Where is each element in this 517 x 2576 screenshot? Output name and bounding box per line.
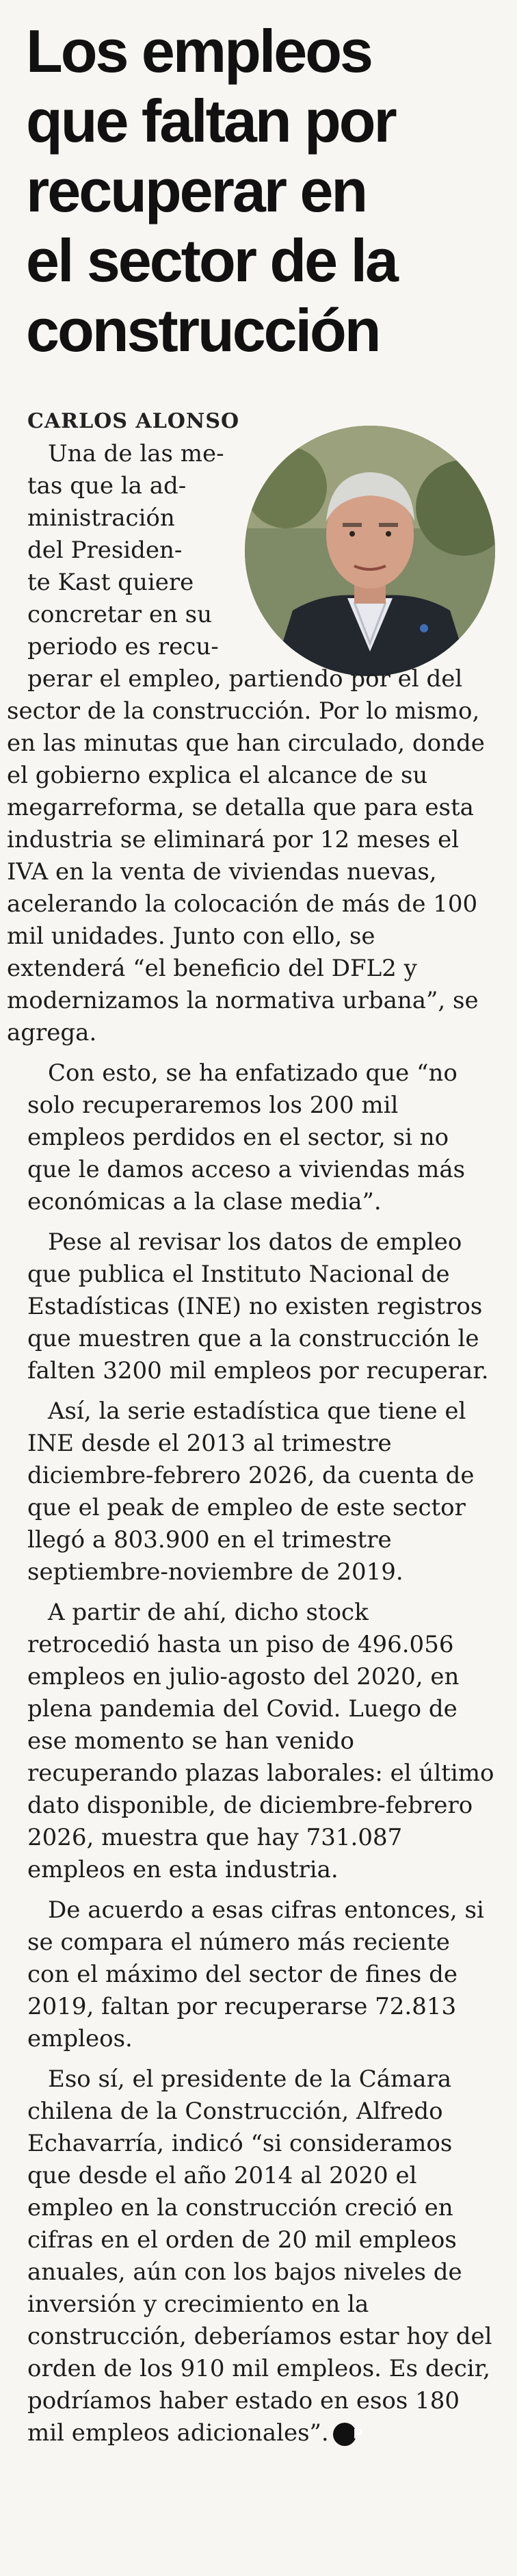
paragraph: De acuerdo a esas cifras entonces, si se compara el número más reciente con el máximo del sector de fines de 2019, faltan por recuperarse 72.813 empleos. [27,1896,484,2052]
headline-line: recuperar en [26,157,367,224]
intro-line: periodo es recu- [27,633,219,660]
intro-line: Una de las me- [48,440,224,467]
headline-line: el sector de la [26,227,397,294]
byline: CARLOS ALONSO [27,409,240,433]
intro-paragraph [7,438,495,1049]
article-body [7,438,495,2458]
intro-line: tas que la ad- [27,472,187,500]
end-mark-icon: P [333,2423,356,2446]
closing-paragraph-text: Eso sí, el presidente de la Cámara chilena de la Construcción, Alfredo Echavarría, indicó “si consideramos que desde el año 2014 al 2020 el empleo en la construcción creció en cifras en el orden de 20 mil empleos anuales, aún con los bajos niveles de inversión y crecimiento en la construcción, deberíamos estar hoy del orden de los 910 mil empleos. Es decir, podríamos haber estado en esos 180 mil empleos adicionales”. [27,2065,492,2447]
intro-line: concretar en su [27,601,212,628]
headline [26,16,498,365]
intro-line: ministración [27,504,175,532]
paragraph [27,2063,495,2449]
paragraph: Pese al revisar los datos de empleo que publica el Instituto Nacional de Estadísticas (INE) no existen registros que muestren que a la construcción le falten 3200 mil empleos por recuperar. [27,1228,489,1384]
intro-line: te Kast quiere [27,569,194,596]
headline-line: construcción [26,296,380,364]
headline-line: que faltan por [26,87,395,155]
paragraph: A partir de ahí, dicho stock retrocedió hasta un piso de 496.056 empleos en julio-agosto del 2020, en plena pandemia del Covid. Luego de ese momento se han venido recuperando plazas laborales: el último dato disponible, de diciembre-febrero 2026, muestra que hay 731.087 empleos en esta industria. [27,1599,494,1883]
paragraph: Con esto, se ha enfatizado que “no solo recuperaremos los 200 mil empleos perdidos en el sector, si no que le damos acceso a viviendas más económicas a la clase media”. [27,1059,466,1215]
paragraph: Así, la serie estadística que tiene el INE desde el 2013 al trimestre diciembre-febrero 2026, da cuenta de que el peak de empleo de este sector llegó a 803.900 en el trimestre septiembre-noviembre de 2019. [27,1398,475,1586]
intro-line: del Presiden- [27,537,183,564]
intro-continuation: perar el empleo, partiendo por el del sector de la construcción. Por lo mismo, en las minutas que han circulado, donde el gobierno explica el alcance de su megarreforma, se detalla que para esta industria se eliminará por 12 meses el IVA en la venta de viviendas nuevas, acelerando la colocación de más de 100 mil unidades. Junto con ello, se extenderá “el beneficio del DFL2 y modernizamos la normativa urbana”, se agrega. [7,665,485,1046]
headline-line: Los empleos [26,17,371,85]
